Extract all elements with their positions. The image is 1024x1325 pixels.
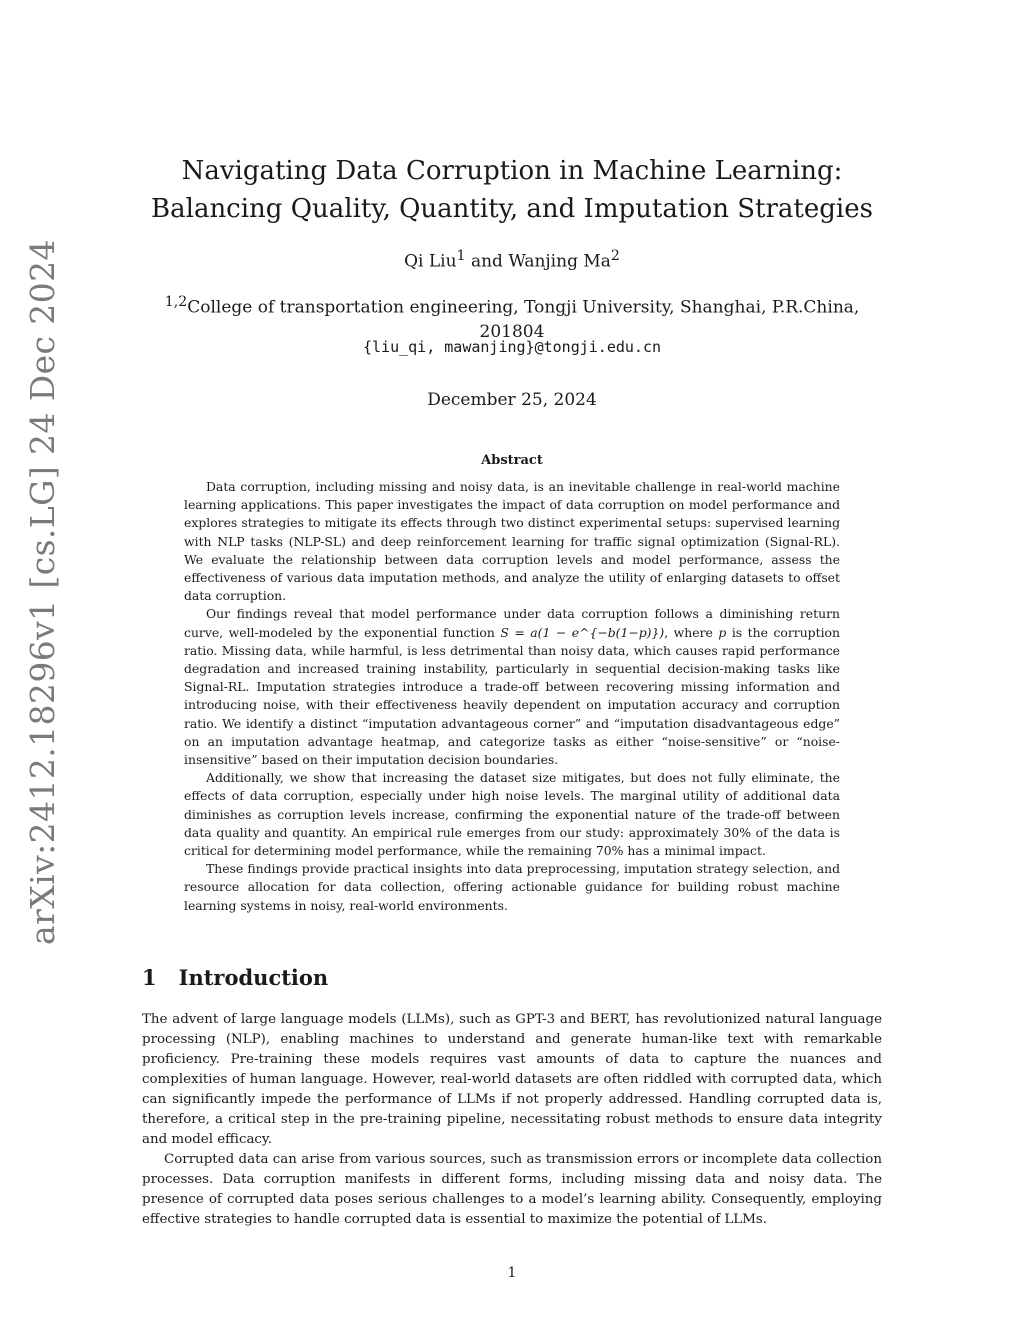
affiliation <box>150 290 874 344</box>
abstract-paragraph: Data corruption, including missing and noisy data, is an inevitable challenge in real-world machine learning applications. This paper investigates the impact of data corruption on model performance and explores strategies to mitigate its effects through two distinct experimental setups: supervised learning with NLP tasks (NLP-SL) and deep reinforcement learning for traffic signal optimization (Signal-RL). We evaluate the relationship between data corruption levels and model performance, assess the effectiveness of various data imputation methods, and analyze the utility of enlarging datasets to offset data corruption. <box>184 479 840 604</box>
author-name: Wanjing Ma <box>508 251 611 272</box>
abstract-paragraph: Additionally, we show that increasing the dataset size mitigates, but does not fully eliminate, the effects of data corruption, especially under high noise levels. The marginal utility of additional data diminishes as corruption levels increase, confirming the exponential nature of the trade-off between data quality and quantity. An empirical rule emerges from our study: approximately 30% of the data is critical for determining model performance, while the remaining 70% has a minimal impact. <box>184 770 840 859</box>
paper-title: Navigating Data Corruption in Machine Learning: Balancing Quality, Quantity, and Imputation Strategies <box>151 156 873 224</box>
variable-p: p <box>718 624 727 640</box>
section-heading <box>142 965 328 990</box>
affiliation-text: College of transportation engineering, Tongji University, Shanghai, P.R.China, 201804 <box>187 297 860 342</box>
body-paragraph: Corrupted data can arise from various sources, such as transmission errors or incomplete data collection processes. Data corruption manifests in different forms, including missing data and noisy data. The presence of corrupted data poses serious challenges to a model’s learning ability. Consequently, employing effective strategies to handle corrupted data is essential to maximize the potential of LLMs. <box>142 1152 882 1227</box>
abstract-paragraph: Our findings reveal that model performance under data corruption follows a diminishing return curve, well-modeled by the exponential function S = a(1 − e^{−b(1−p)}), where p is the corruption ratio. Missing data, while harmful, is less detrimental than noisy data, which causes rapid performance degradation and increased training instability, particularly in sequential decision-making tasks like Signal-RL. Imputation strategies introduce a trade-off between recovering missing information and introducing noise, with their effectiveness heavily dependent on imputation accuracy and corruption ratio. We identify a distinct “imputation advantageous corner” and “imputation disadvantageous edge” on an imputation advantage heatmap, and categorize tasks as either “noise-sensitive” or “noise-insensitive” based on their imputation decision boundaries. <box>184 606 841 768</box>
arxiv-identifier: arXiv:2412.18296v1 [cs.LG] 24 Dec 2024 <box>23 239 62 945</box>
author-line <box>0 248 1024 272</box>
section-number: 1 <box>142 965 157 990</box>
section-title: Introduction <box>178 965 329 990</box>
abstract-heading: Abstract <box>481 453 543 468</box>
body-paragraph: The advent of large language models (LLMs), such as GPT-3 and BERT, has revolutionized natural language processing (NLP), enabling machines to understand and generate human-like text with remarkable proficiency. Pre-training these models requires vast amounts of data to capture the nuances and complexities of human language. However, real-world datasets are often riddled with corrupted data, which can significantly impede the performance of LLMs if not properly addressed. Handling corrupted data is, therefore, a critical step in the pre-training pipeline, necessitating robust methods to ensure data integrity and model efficacy. <box>142 1012 882 1147</box>
abstract-body <box>184 478 840 915</box>
section-body <box>142 1010 882 1230</box>
author-name: Qi Liu <box>404 251 457 272</box>
author-affil-marker: 1 <box>456 248 466 264</box>
arxiv-sidebar <box>18 239 76 945</box>
affiliation-marker: 1,2 <box>164 294 188 310</box>
page-number: 1 <box>507 1265 517 1281</box>
author-conjunction: and <box>465 251 509 272</box>
author-email: {liu_qi, mawanjing}@tongji.edu.cn <box>362 338 661 356</box>
exponential-formula: S = a(1 − e^{−b(1−p)}) <box>500 624 665 640</box>
abstract-paragraph: These findings provide practical insights into data preprocessing, imputation strategy selection, and resource allocation for data collection, offering actionable guidance for building robust machine learning systems in noisy, real-world environments. <box>184 861 840 913</box>
publication-date: December 25, 2024 <box>427 390 597 410</box>
author-affil-marker: 2 <box>610 248 620 264</box>
